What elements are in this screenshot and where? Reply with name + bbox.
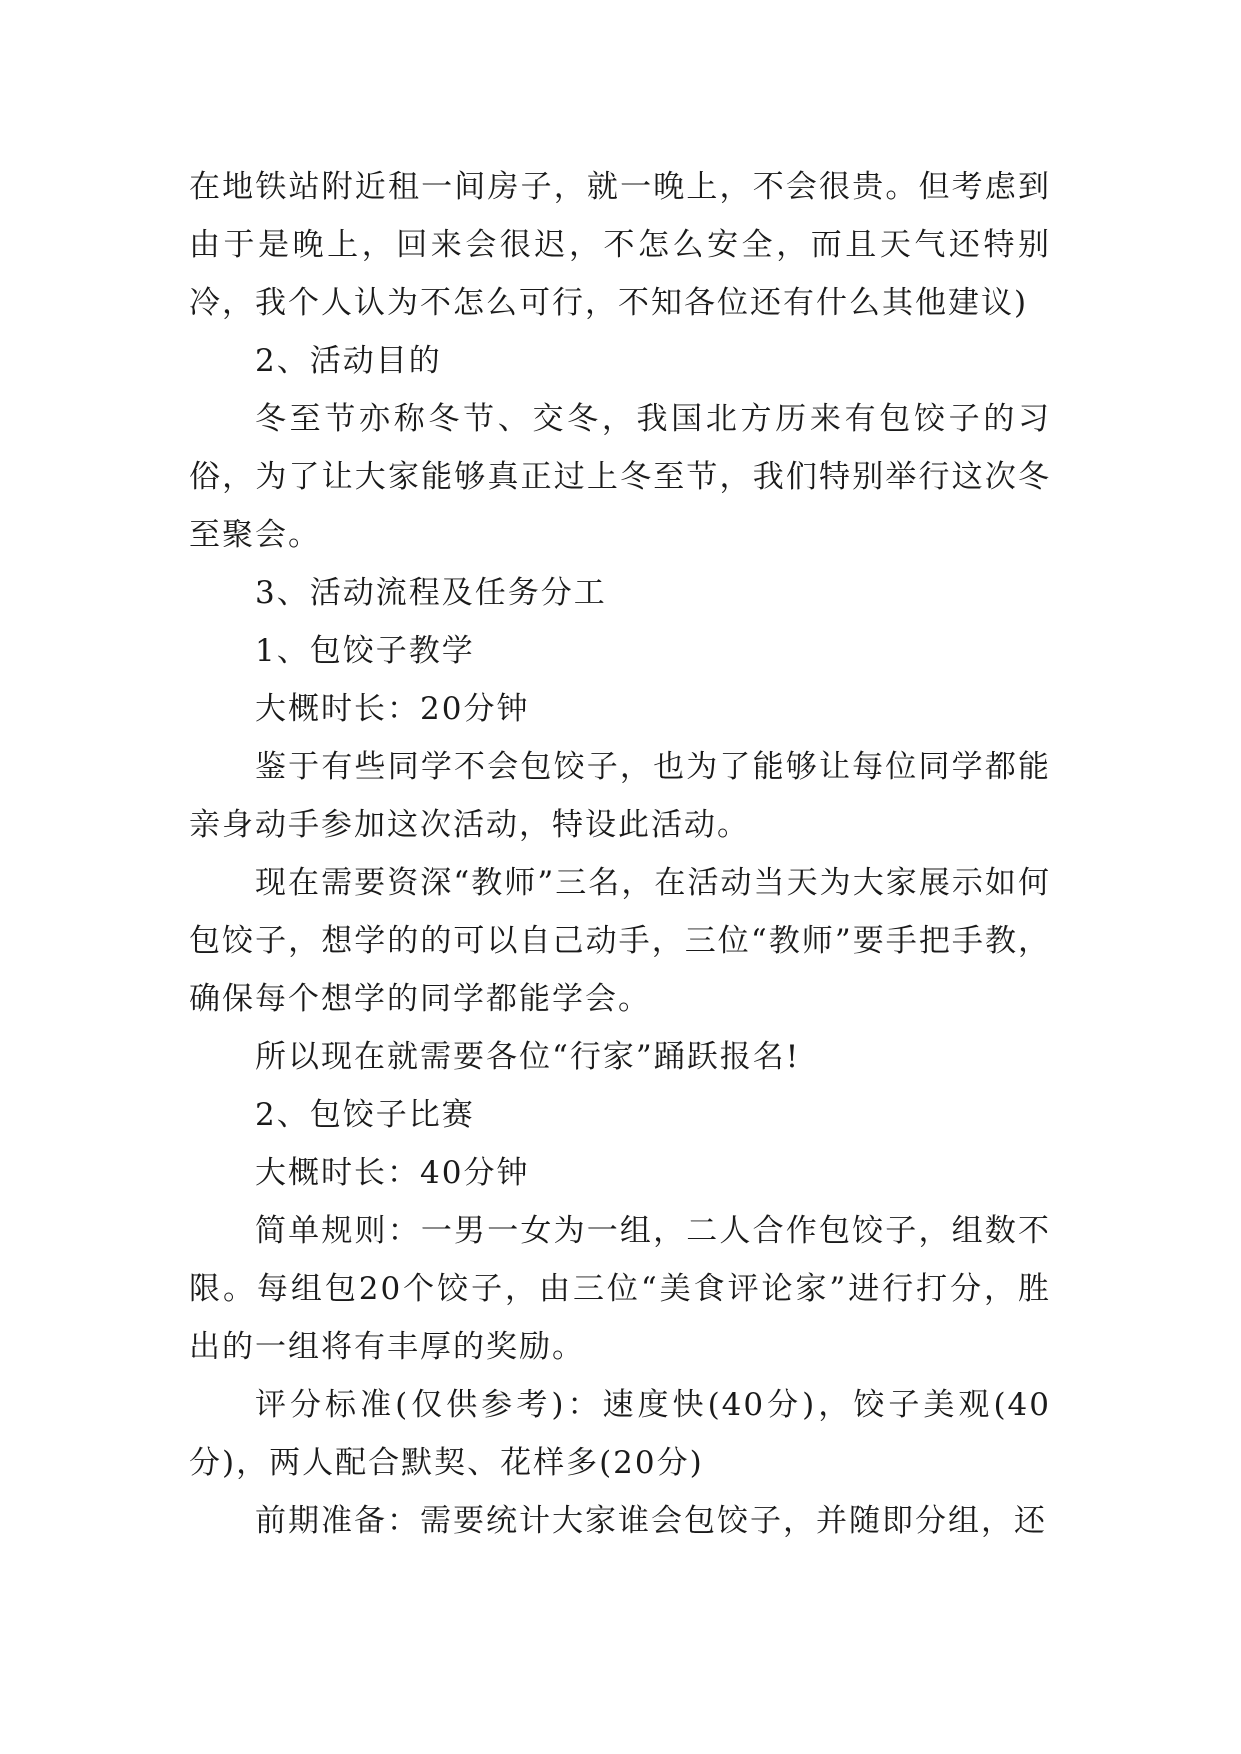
heading-dumpling-teaching: 1、包饺子教学 <box>255 633 475 669</box>
paragraph-contest-duration: 大概时长：40分钟 <box>255 1155 530 1191</box>
paragraph-teacher-need: 现在需要资深“教师”三名，在活动当天为大家展示如何包饺子，想学的的可以自己动手，三位“教师”要手把手教，确保每个想学的同学都能学会。 <box>189 865 1051 1017</box>
heading-activity-purpose: 2、活动目的 <box>255 343 442 379</box>
paragraph-scoring-criteria: 评分标准(仅供参考)：速度快(40分)，饺子美观(40分)，两人配合默契、花样多(20分) <box>189 1387 1051 1481</box>
heading-activity-process: 3、活动流程及任务分工 <box>255 575 607 611</box>
paragraph-teaching-duration: 大概时长：20分钟 <box>255 691 530 727</box>
paragraph-teaching-reason: 鉴于有些同学不会包饺子，也为了能够让每位同学都能亲身动手参加这次活动，特设此活动。 <box>189 749 1051 843</box>
paragraph-purpose: 冬至节亦称冬节、交冬，我国北方历来有包饺子的习俗，为了让大家能够真正过上冬至节，我们特别举行这次冬至聚会。 <box>189 401 1051 553</box>
paragraph-contest-rules: 简单规则：一男一女为一组，二人合作包饺子，组数不限。每组包20个饺子，由三位“美食评论家”进行打分，胜出的一组将有丰厚的奖励。 <box>189 1213 1051 1365</box>
document-body <box>189 158 1051 1550</box>
paragraph-signup-call: 所以现在就需要各位“行家”踊跃报名! <box>255 1039 801 1075</box>
paragraph-preparation: 前期准备：需要统计大家谁会包饺子，并随即分组，还 <box>255 1503 1047 1539</box>
paragraph-housing-note: 在地铁站附近租一间房子，就一晚上，不会很贵。但考虑到由于是晚上，回来会很迟，不怎么安全，而且天气还特别冷，我个人认为不怎么可行，不知各位还有什么其他建议) <box>189 169 1051 321</box>
heading-dumpling-contest: 2、包饺子比赛 <box>255 1097 475 1133</box>
